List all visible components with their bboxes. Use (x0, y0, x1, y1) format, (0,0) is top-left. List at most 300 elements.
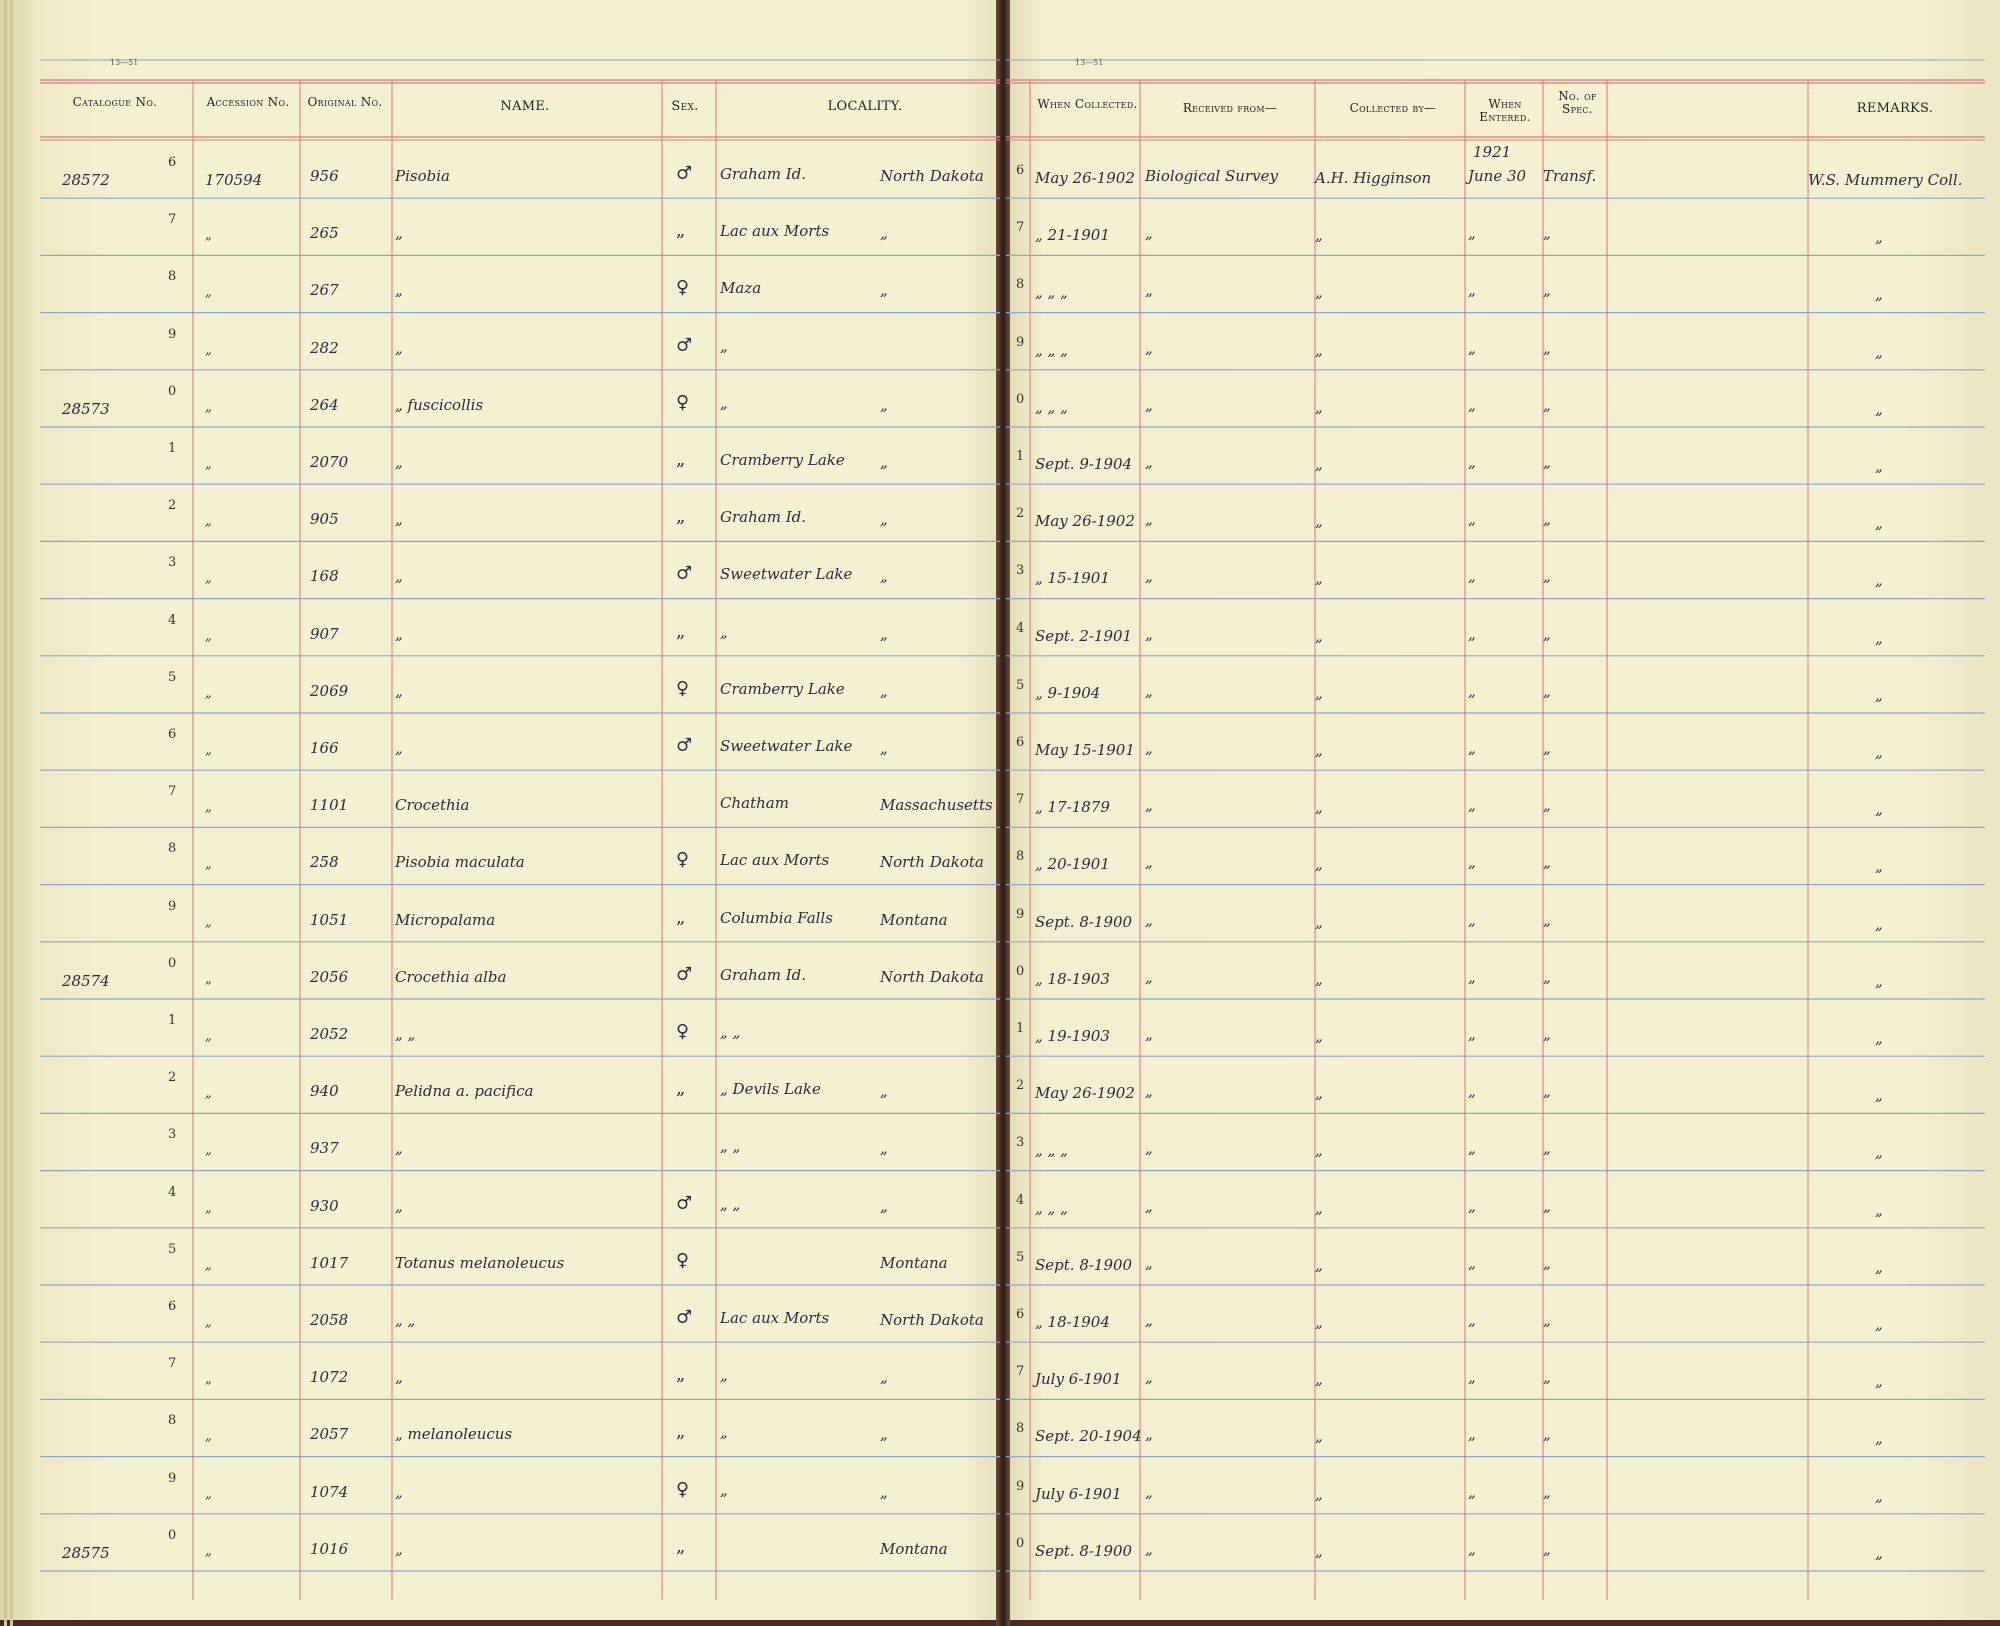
sex-symbol: „ (676, 1421, 686, 1443)
collected-by: „ (1315, 798, 1323, 817)
row-digit: 6 (1016, 735, 1025, 750)
locality: Sweetwater Lake (720, 565, 853, 584)
accession-number: „ (205, 914, 212, 930)
remarks: „ (1875, 1315, 1883, 1333)
row-digit: 7 (1016, 1364, 1025, 1380)
original-number: 1016 (310, 1539, 349, 1558)
accession-number: „ (205, 1372, 212, 1388)
row-digit: 4 (1016, 1192, 1025, 1208)
accession-number: „ (205, 514, 212, 530)
specimen-name: „ (395, 739, 403, 757)
row-digit: 7 (1016, 220, 1025, 236)
locality-state: „ (880, 739, 888, 757)
remarks: „ (1875, 685, 1883, 704)
date-collected: Sept. 8-1900 (1035, 1255, 1133, 1274)
original-number: 905 (310, 510, 339, 529)
number-of-specimens: „ (1543, 395, 1551, 414)
locality-state: „ (880, 624, 888, 643)
date-entered: „ (1468, 1425, 1476, 1444)
sex-symbol: ♂ (676, 963, 693, 985)
specimen-name: Pisobia maculata (395, 853, 525, 872)
original-number: 1051 (310, 910, 349, 929)
catalogue-number: 28574 (62, 971, 110, 990)
received-from: „ (1145, 796, 1153, 815)
locality-state: „ (880, 281, 888, 300)
received-from: „ (1145, 681, 1153, 700)
catalogue-digit: 5 (168, 669, 177, 685)
received-from: „ (1145, 1482, 1153, 1501)
locality-state: „ (880, 510, 888, 529)
accession-number: „ (205, 685, 212, 701)
collected-by: „ (1315, 741, 1323, 759)
row-digit: 8 (1016, 849, 1025, 865)
collected-by: „ (1315, 340, 1323, 359)
remarks: W.S. Mummery Coll. (1808, 171, 1963, 189)
date-entered: „ (1468, 624, 1476, 643)
catalogue-digit: 0 (168, 1527, 177, 1543)
remarks: „ (1875, 1429, 1883, 1448)
accession-number: „ (205, 571, 212, 587)
original-number: 2070 (310, 453, 349, 471)
received-from: „ (1145, 453, 1153, 471)
original-number: 2057 (310, 1425, 349, 1444)
locality-state: „ (880, 1196, 888, 1215)
locality-state: Montana (880, 1539, 948, 1558)
received-from: „ (1145, 567, 1153, 586)
date-entered: „ (1468, 681, 1476, 700)
remarks: „ (1875, 1200, 1883, 1219)
date-collected: May 26-1902 (1035, 512, 1135, 531)
accession-number: „ (205, 628, 212, 644)
locality-state: Massachusetts (880, 796, 993, 815)
date-entered: „ (1468, 1253, 1476, 1272)
received-from: „ (1145, 1082, 1153, 1101)
date-collected: „ 18-1904 (1035, 1313, 1110, 1331)
locality: „ Devils Lake (720, 1080, 821, 1099)
locality: Graham Id. (720, 165, 806, 183)
remarks: „ (1875, 1543, 1883, 1562)
collected-by: „ (1315, 1027, 1323, 1045)
locality: „ „ (720, 1137, 741, 1156)
collected-by: „ (1315, 569, 1323, 588)
date-entered: „ (1468, 1139, 1476, 1158)
collected-by: „ (1315, 912, 1323, 931)
accession-number: „ (205, 457, 212, 472)
collected-by: „ (1315, 512, 1323, 531)
collected-by: „ (1315, 226, 1323, 245)
collected-by: „ (1315, 283, 1323, 302)
number-of-specimens: „ (1543, 1425, 1551, 1444)
number-of-specimens: „ (1543, 1311, 1551, 1329)
header-accession: Accession No. (206, 95, 290, 109)
date-entered: „ (1468, 739, 1476, 757)
date-entered: „ (1468, 967, 1476, 986)
collected-by: „ (1315, 855, 1323, 874)
original-number: 1072 (310, 1368, 349, 1387)
date-collected: July 6-1901 (1035, 1370, 1122, 1389)
locality: Columbia Falls (720, 908, 833, 927)
locality-state: „ (880, 224, 888, 243)
original-number: 907 (310, 624, 339, 643)
header-collected-by: Collected by— (1349, 101, 1437, 115)
remarks: „ (1875, 399, 1883, 418)
collected-by: „ (1315, 1541, 1323, 1560)
number-of-specimens: „ (1543, 796, 1551, 815)
date-entered: „ (1468, 567, 1476, 586)
collected-by: „ (1315, 1370, 1323, 1389)
page-number-left: 13—51 (110, 58, 139, 67)
number-of-specimens: Transf. (1543, 167, 1597, 185)
remarks: „ (1875, 857, 1883, 876)
header-original: Original No. (307, 95, 383, 109)
received-from: „ (1145, 1539, 1153, 1558)
catalogue-digit: 1 (168, 1013, 177, 1028)
page-number-right: 13—51 (1075, 58, 1104, 67)
specimen-name: „ melanoleucus (395, 1425, 513, 1444)
locality: Lac aux Morts (720, 1309, 830, 1327)
remarks: „ (1875, 800, 1883, 819)
row-digit: 6 (1016, 163, 1025, 178)
locality-state: „ (880, 395, 888, 414)
accession-number: „ (205, 1200, 212, 1216)
collected-by: „ (1315, 969, 1323, 988)
date-collected: „ 20-1901 (1035, 855, 1110, 874)
remarks: „ (1875, 743, 1883, 761)
row-digit: 2 (1016, 506, 1025, 522)
remarks: „ (1875, 914, 1883, 933)
date-collected: „ 19-1903 (1035, 1027, 1110, 1045)
catalogue-digit: 8 (168, 269, 177, 285)
date-entered: „ (1468, 395, 1476, 414)
sex-symbol: ♀ (676, 1249, 690, 1271)
date-collected: „ „ „ (1035, 283, 1068, 302)
specimen-name: Micropalama (395, 910, 496, 929)
accession-number: „ (205, 743, 212, 758)
date-collected: „ „ „ (1035, 1141, 1068, 1160)
specimen-name: „ (395, 338, 403, 357)
catalogue-digit: 7 (168, 784, 177, 800)
date-entered: „ (1468, 1539, 1476, 1558)
original-number: 258 (310, 853, 339, 872)
date-entered: „ (1468, 910, 1476, 929)
locality-state: North Dakota (880, 1311, 984, 1329)
sex-symbol: „ (676, 1535, 686, 1557)
specimen-name: „ (395, 681, 403, 700)
remarks: „ (1875, 514, 1883, 533)
sex-symbol: „ (676, 906, 686, 928)
header-received-from: Received from— (1182, 101, 1278, 115)
number-of-specimens: „ (1543, 1082, 1551, 1101)
locality-state: „ (880, 681, 888, 700)
catalogue-digit: 6 (168, 155, 177, 170)
catalogue-digit: 7 (168, 1356, 177, 1372)
collected-by: „ (1315, 1198, 1323, 1217)
catalogue-digit: 0 (168, 383, 177, 399)
date-entered: „ (1468, 338, 1476, 357)
locality: „ (720, 1423, 728, 1442)
row-digit: 3 (1016, 1135, 1025, 1151)
original-number: 168 (310, 567, 339, 586)
collected-by: „ (1315, 455, 1323, 473)
received-from: „ (1145, 1196, 1153, 1215)
remarks: „ (1875, 1143, 1883, 1162)
number-of-specimens: „ (1543, 1368, 1551, 1387)
accession-number: „ (205, 399, 212, 415)
catalogue-digit: 4 (168, 612, 177, 628)
original-number: 937 (310, 1139, 339, 1158)
accession-number: „ (205, 1543, 212, 1559)
date-entered: „ (1468, 1082, 1476, 1101)
sex-symbol: „ (676, 220, 686, 242)
number-of-specimens: „ (1543, 567, 1551, 586)
catalogue-number: 28575 (62, 1543, 110, 1562)
remarks: „ (1875, 571, 1883, 590)
specimen-name: „ (395, 1196, 403, 1215)
specimen-name: Pisobia (395, 167, 450, 185)
specimen-name: „ (395, 1139, 403, 1158)
remarks: „ (1875, 228, 1883, 247)
catalogue-digit: 9 (168, 1470, 177, 1486)
catalogue-digit: 1 (168, 441, 177, 456)
row-digit: 8 (1016, 1421, 1025, 1437)
original-number: 2069 (310, 681, 349, 700)
locality: „ (720, 1366, 728, 1385)
locality-state: North Dakota (880, 853, 984, 872)
sex-symbol: „ (676, 506, 686, 528)
specimen-name: Crocethia alba (395, 967, 507, 986)
date-entered: „ (1468, 453, 1476, 471)
row-digit: 9 (1016, 906, 1025, 922)
date-entered: „ (1468, 1025, 1476, 1043)
received-from: „ (1145, 281, 1153, 300)
collected-by: „ (1315, 1427, 1323, 1446)
specimen-name: Totanus melanoleucus (395, 1253, 565, 1272)
number-of-specimens: „ (1543, 224, 1551, 243)
number-of-specimens: „ (1543, 510, 1551, 529)
date-entered: „ (1468, 1368, 1476, 1387)
remarks: „ (1875, 1486, 1883, 1505)
accession-number: „ (205, 285, 212, 301)
date-collected: Sept. 9-1904 (1035, 455, 1133, 473)
received-from: „ (1145, 1139, 1153, 1158)
number-of-specimens: „ (1543, 739, 1551, 757)
specimen-name: Pelidna a. pacifica (395, 1082, 534, 1101)
catalogue-digit: 9 (168, 326, 177, 342)
remarks: „ (1875, 971, 1883, 990)
catalogue-digit: 3 (168, 555, 177, 571)
sex-symbol: ♂ (676, 163, 693, 184)
catalogue-digit: 8 (168, 841, 177, 857)
accession-number: 170594 (205, 171, 263, 189)
original-number: 265 (310, 224, 339, 243)
date-collected: „ 18-1903 (1035, 969, 1110, 988)
date-collected: July 6-1901 (1035, 1484, 1122, 1503)
date-entered: „ (1468, 224, 1476, 243)
sex-symbol: „ (676, 620, 686, 642)
received-from: „ (1145, 910, 1153, 929)
locality-state: Montana (880, 1253, 948, 1272)
specimen-name: „ (395, 624, 403, 643)
row-digit: 1 (1016, 1021, 1025, 1036)
received-from: „ (1145, 1425, 1153, 1444)
received-from: „ (1145, 967, 1153, 986)
locality-state: North Dakota (880, 967, 984, 986)
original-number: 282 (310, 338, 339, 357)
catalogue-digit: 5 (168, 1241, 177, 1257)
sex-symbol: ♂ (676, 563, 693, 585)
header-locality: LOCALITY. (827, 99, 903, 114)
number-of-specimens: „ (1543, 910, 1551, 929)
remarks: „ (1875, 342, 1883, 361)
catalogue-digit: 0 (168, 955, 177, 971)
number-of-specimens: „ (1543, 624, 1551, 643)
date-entered: June 30 (1468, 167, 1527, 185)
remarks: „ (1875, 1086, 1883, 1105)
row-digit: 8 (1016, 277, 1025, 293)
original-number: 1101 (310, 796, 349, 815)
remarks: „ (1875, 1029, 1883, 1047)
original-number: 956 (310, 167, 339, 185)
header-name: NAME. (500, 99, 550, 114)
number-of-specimens: „ (1543, 1196, 1551, 1215)
locality: „ (720, 622, 728, 641)
accession-number: „ (205, 1257, 212, 1273)
locality-state: „ (880, 453, 888, 471)
sex-symbol: ♀ (676, 677, 690, 699)
date-collected: „ „ „ (1035, 340, 1068, 359)
date-entered: „ (1468, 1311, 1476, 1329)
locality: Lac aux Morts (720, 222, 830, 241)
sex-symbol: ♀ (676, 277, 690, 299)
specimen-name: „ (395, 453, 403, 471)
date-entered: „ (1468, 510, 1476, 529)
row-digit: 9 (1016, 334, 1025, 350)
original-number: 2056 (310, 967, 349, 986)
catalogue-number: 28572 (62, 171, 110, 189)
date-collected: „ 15-1901 (1035, 569, 1110, 588)
remarks: „ (1875, 628, 1883, 647)
accession-number: „ (205, 228, 212, 244)
header-no-spec: No. of Spec. (1558, 89, 1597, 116)
sex-symbol: ♀ (676, 1478, 690, 1500)
accession-number: „ (205, 1486, 212, 1502)
locality-state: North Dakota (880, 167, 984, 185)
number-of-specimens: „ (1543, 1025, 1551, 1043)
catalogue-digit: 2 (168, 1070, 177, 1086)
locality: „ „ (720, 1023, 741, 1041)
number-of-specimens: „ (1543, 681, 1551, 700)
row-digit: 3 (1016, 563, 1025, 579)
received-from: „ (1145, 510, 1153, 529)
accession-number: „ (205, 1143, 212, 1159)
sex-symbol: ♂ (676, 334, 693, 356)
sex-symbol: „ (676, 1078, 686, 1100)
locality: Lac aux Morts (720, 851, 830, 870)
received-from: „ (1145, 853, 1153, 872)
row-digit: 1 (1016, 449, 1025, 464)
catalogue-digit: 9 (168, 898, 177, 914)
date-entered: „ (1468, 1196, 1476, 1215)
locality-state: „ (880, 1082, 888, 1101)
sex-symbol: ♂ (676, 1307, 693, 1328)
row-digit: 2 (1016, 1078, 1025, 1094)
original-number: 2052 (310, 1025, 349, 1043)
sex-symbol: ♀ (676, 391, 690, 413)
sex-symbol: „ (676, 449, 686, 470)
catalogue-digit: 6 (168, 727, 177, 742)
row-digit: 0 (1016, 1535, 1025, 1551)
accession-number: „ (205, 1029, 212, 1044)
accession-number: „ (205, 1086, 212, 1102)
number-of-specimens: „ (1543, 338, 1551, 357)
number-of-specimens: „ (1543, 281, 1551, 300)
row-digit: 5 (1016, 677, 1025, 693)
number-of-specimens: „ (1543, 853, 1551, 872)
collected-by: A.H. Higginson (1315, 169, 1432, 187)
date-collected: Sept. 8-1900 (1035, 912, 1133, 931)
original-number: 930 (310, 1196, 339, 1215)
specimen-name: Crocethia (395, 796, 470, 815)
accession-number: „ (205, 800, 212, 816)
remarks: „ (1875, 457, 1883, 475)
locality-state: „ (880, 567, 888, 586)
accession-number: „ (205, 1315, 212, 1330)
original-number: 940 (310, 1082, 339, 1101)
locality: Cramberry Lake (720, 679, 845, 698)
date-entered: „ (1468, 281, 1476, 300)
collected-by: „ (1315, 626, 1323, 645)
collected-by: „ (1315, 1484, 1323, 1503)
row-digit: 9 (1016, 1478, 1025, 1494)
date-collected: „ „ „ (1035, 397, 1068, 416)
specimen-name: „ „ (395, 1311, 416, 1329)
catalogue-digit: 7 (168, 212, 177, 228)
number-of-specimens: „ (1543, 1482, 1551, 1501)
locality-state: Montana (880, 910, 948, 929)
collected-by: „ (1315, 397, 1323, 416)
original-number: 2058 (310, 1311, 349, 1329)
received-from: „ (1145, 1368, 1153, 1387)
row-digit: 4 (1016, 620, 1025, 636)
date-collected: „ 17-1879 (1035, 798, 1110, 817)
specimen-name: „ (395, 224, 403, 243)
received-from: „ (1145, 1253, 1153, 1272)
locality: „ „ (720, 1194, 741, 1213)
collected-by: „ (1315, 1084, 1323, 1103)
date-entered: „ (1468, 853, 1476, 872)
number-of-specimens: „ (1543, 1139, 1551, 1158)
specimen-name: „ (395, 1482, 403, 1501)
number-of-specimens: „ (1543, 453, 1551, 471)
header-when-collected: When Collected. (1037, 97, 1138, 111)
specimen-name: „ (395, 1368, 403, 1387)
locality: Chatham (720, 794, 789, 813)
sex-symbol: „ (676, 1364, 686, 1386)
catalogue-digit: 6 (168, 1299, 177, 1314)
specimen-name: „ (395, 281, 403, 300)
catalogue-number: 28573 (62, 399, 110, 418)
locality: „ (720, 393, 728, 412)
received-from: „ (1145, 624, 1153, 643)
date-collected: May 26-1902 (1035, 1084, 1135, 1103)
row-digit: 6 (1016, 1307, 1025, 1322)
collected-by: „ (1315, 1141, 1323, 1160)
locality: Cramberry Lake (720, 451, 845, 469)
header-catalogue: Catalogue No. (72, 95, 158, 109)
sex-symbol: ♂ (676, 1192, 693, 1214)
locality: „ (720, 336, 728, 355)
row-digit: 7 (1016, 792, 1025, 808)
